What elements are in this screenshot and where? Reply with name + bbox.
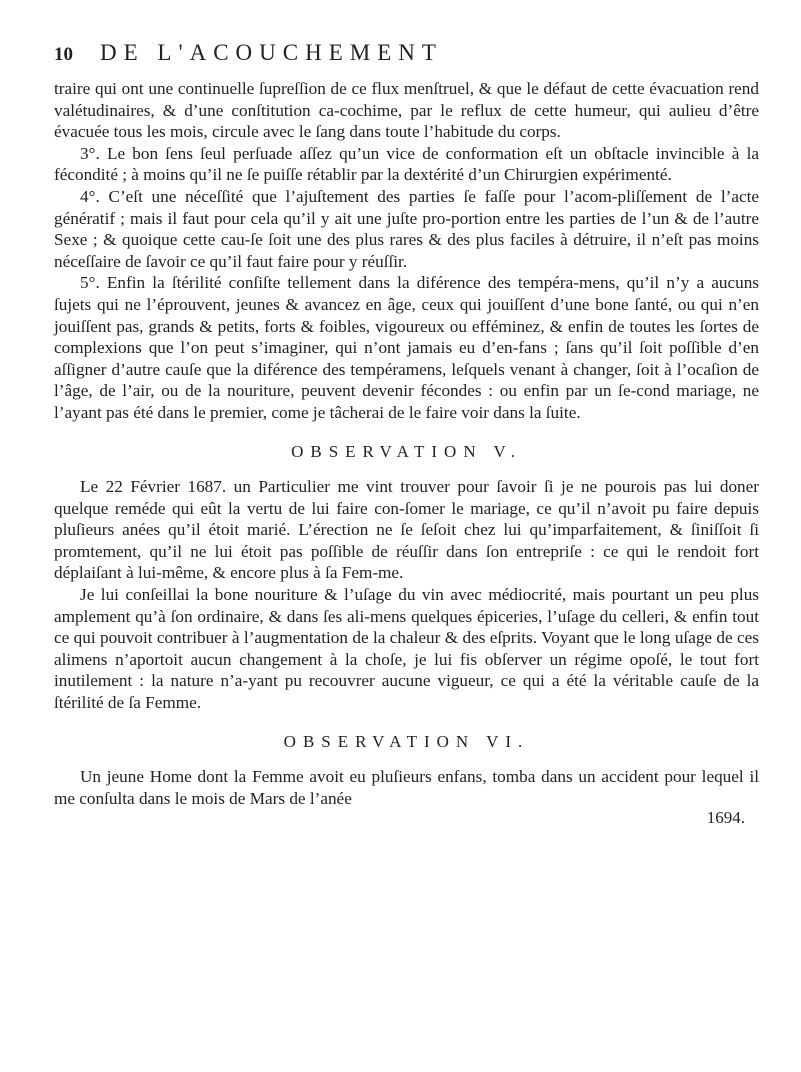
paragraph-4: 5°. Enfin la ſtérilité conſiſte tellement dans la diférence des tempéra-mens, qu’il n’y a aucuns ſujets qui ne l’éprouvent, jeunes & avancez en âge, ceux qui jouiſſent d’une bone ſanté, ou qui n’en jouiſſent pas, grands & petits, forts & foibles, vigoureux ou efféminez, & enfin de toutes les ſortes de complexions que l’on peut s’imaginer, qui n’ont jamais eu d’en-fans ; ſans qu’il ſoit poſſible d’en aſſigner d’autre cauſe que la diférence des tempéramens, leſquels venant à changer, ſoit à l’ocaſion de l’âge, de l’air, ou de la nouriture, peuvent devenir fécondes : ou enfin par un ſe-cond mariage, ne l’ayant pas été dans le premier, come je tâcherai de le faire voir dans la ſuite. — [54, 273, 759, 422]
observation-v-heading: OBSERVATION V. — [291, 441, 522, 461]
paragraph-1: traire qui ont une continuelle ſupreſſion de ce flux menſtruel, & que le défaut de cette évacuation rend valétudinaires, & d’une conſtitution ca-cochime, par le reflux de cette humeur, qui aulieu d’être évacuée tous les mois, circule avec le ſang dans toute l’habitude du corps. — [54, 79, 759, 142]
page-number: 10 — [54, 44, 73, 65]
page-header — [54, 40, 754, 74]
paragraph-3: 4°. C’eſt une néceſſité que l’ajuſtement des parties ſe faſſe pour l’acom-pliſſement de l’acte génératif ; mais il faut pour cela qu’il y ait une juſte pro-portion entre les parties de l’un & de l’autre Sexe ; & quoique cette cau-ſe ſoit une des plus rares & des plus faciles à détruire, il n’eſt pas moins néceſſaire de ſavoir ce qu’il faut faire pour y réuſſir. — [54, 186, 759, 271]
paragraph-5: Le 22 Février 1687. un Particulier me vint trouver pour ſavoir ſi je ne pourois pas lui doner quelque reméde qui eût la vertu de lui faire con-ſomer le mariage, ce qu’il n’avoit pu faire depuis pluſieurs anées qu’il étoit marié. L’érection ne ſe ſeſoit chez lui qu’imparfaitement, & ſiniſſoit ſi promtement, qu’il ne lui étoit pas poſſible de réuſſir dans ſon entrepriſe : ce qui le rendoit fort déplaiſant à lui-même, & encore plus à ſa Fem-me. — [54, 477, 759, 583]
paragraph-7: Un jeune Home dont la Femme avoit eu pluſieurs enfans, tomba dans un accident pour lequel il me conſulta dans le mois de Mars de l’anée — [54, 767, 759, 808]
paragraph-2: 3°. Le bon ſens ſeul perſuade aſſez qu’un vice de conformation eſt un obſtacle invincible à la fécondité ; à moins qu’il ne ſe puiſſe rétablir par la dextérité d’un Chirurgien expérimenté. — [54, 143, 759, 185]
paragraph-6: Je lui conſeillai la bone nouriture & l’uſage du vin avec médiocrité, mais pourtant un peu plus amplement qu’à ſon ordinaire, & dans ſes ali-mens quelques épiceries, l’uſage du celleri, & enfin tout ce qui pouvoit contribuer à l’augmentation de la chaleur & des eſprits. Voyant que le long uſage de ces alimens n’aportoit aucun changement à la choſe, je lui fis obſerver un régime opoſé, le tout fort inutilement : la nature n’a-yant pu recouvrer aucune vigueur, ce qui a été la véritable cauſe de la ſtérilité de ſa Femme. — [54, 585, 759, 713]
catchword: 1694. — [706, 808, 745, 828]
body-text — [54, 78, 759, 829]
observation-vi-heading: OBSERVATION VI. — [283, 731, 530, 751]
running-head: DE L'ACOUCHEMENT — [100, 40, 443, 65]
